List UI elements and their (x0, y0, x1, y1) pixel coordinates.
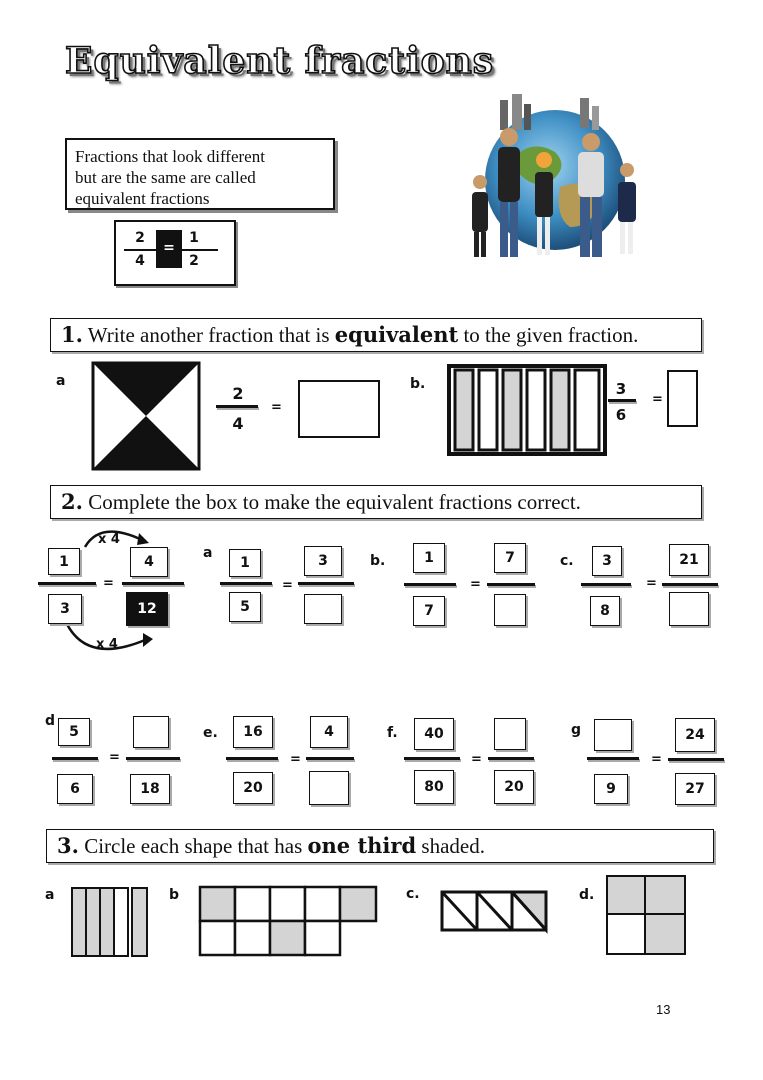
multiplier-label: x 4 (96, 637, 118, 652)
numerator-box: 16 (233, 716, 273, 748)
item-label: b. (410, 376, 426, 392)
denominator-box: 27 (675, 773, 715, 805)
denominator-box: 20 (494, 770, 534, 804)
numerator-box: 1 (413, 543, 445, 573)
equals-sign: = (271, 400, 282, 415)
section-1-instruction (50, 318, 702, 352)
example-numerator-left: 2 (135, 230, 145, 246)
numerator-box: 40 (414, 718, 454, 750)
fraction-bar (220, 582, 272, 585)
fraction-bar (124, 249, 156, 251)
shape-b-grid[interactable] (198, 885, 380, 957)
item-label: a (56, 373, 66, 389)
equals-sign: = (652, 392, 663, 407)
fraction-bar (182, 249, 218, 251)
definition-line: Fractions that look different (75, 147, 265, 166)
item-label: a (45, 887, 55, 903)
fraction-bar (226, 757, 278, 760)
fraction-denominator: 4 (232, 414, 244, 433)
fraction-denominator: 6 (615, 406, 627, 424)
denominator-box: 5 (229, 592, 261, 622)
answer-box[interactable] (304, 594, 342, 624)
section-2-instruction (50, 485, 702, 519)
numerator-box: 24 (675, 718, 715, 752)
denominator-box: 18 (130, 774, 170, 804)
answer-box[interactable] (667, 370, 698, 427)
fraction-bar (581, 583, 631, 586)
shape-a-vertical-strips[interactable] (70, 886, 150, 958)
denominator-box: 8 (590, 596, 620, 626)
item-label: b. (370, 553, 386, 569)
definition-line: equivalent fractions (75, 189, 210, 208)
section-3-instruction (46, 829, 714, 863)
item-label: c. (560, 553, 574, 569)
definition-box (65, 138, 335, 210)
fraction-numerator: 2 (232, 384, 244, 403)
fraction-bar (404, 757, 460, 760)
example-fraction-box (114, 220, 236, 286)
answer-box[interactable] (309, 771, 349, 805)
emphasis-text: one third (307, 833, 417, 858)
item-label: a (203, 545, 213, 561)
equals-sign: = (103, 576, 114, 591)
instruction-text: Complete the box to make the equivalent fractions correct. (82, 490, 581, 514)
fraction-bar (587, 757, 639, 760)
fraction-bar (216, 405, 258, 408)
fraction-bar (306, 757, 354, 760)
section-number: 1. (61, 322, 83, 347)
equals-sign: = (156, 230, 182, 268)
fraction-bar (122, 582, 184, 585)
page-title: Equivalent fractions (65, 40, 495, 82)
item-label: f. (387, 725, 398, 741)
shape-c-triangles[interactable] (440, 890, 550, 934)
numerator-box: 1 (48, 548, 80, 575)
fraction-bar (487, 583, 535, 586)
answer-box[interactable] (298, 380, 380, 438)
fraction-bar (488, 757, 534, 760)
fraction-bar (38, 582, 96, 585)
denominator-box: 6 (57, 774, 93, 804)
instruction-text: Write another fraction that is (82, 323, 335, 347)
fraction-bar (608, 399, 636, 402)
numerator-box: 3 (592, 546, 622, 576)
hourglass-square-shape (91, 361, 201, 471)
answer-box[interactable] (133, 716, 169, 748)
item-label: c. (406, 886, 420, 902)
denominator-box: 9 (594, 774, 628, 804)
page-number: 13 (656, 1002, 671, 1017)
instruction-text: to the given fraction. (458, 323, 639, 347)
fraction-bar (126, 757, 180, 760)
denominator-box: 20 (233, 772, 273, 804)
numerator-box: 5 (58, 718, 90, 746)
instruction-text: Circle each shape that has (78, 834, 308, 858)
shape-d-quarters[interactable] (605, 874, 687, 956)
fraction-bar (662, 583, 718, 586)
numerator-box: 3 (304, 546, 342, 576)
example-numerator-right: 1 (189, 230, 199, 246)
section-number: 3. (57, 833, 79, 858)
equals-sign: = (290, 752, 301, 767)
numerator-box: 7 (494, 543, 526, 573)
answer-box[interactable] (669, 592, 709, 626)
emphasis-text: equivalent (334, 322, 459, 347)
answer-box[interactable] (494, 718, 526, 750)
multiplier-label: x 4 (98, 532, 120, 547)
definition-line: but are the same are called (75, 168, 256, 187)
example-denominator-left: 4 (135, 253, 145, 269)
numerator-box: 4 (130, 547, 168, 577)
equals-sign: = (646, 576, 657, 591)
item-label: d (45, 713, 56, 729)
equals-sign: = (282, 578, 293, 593)
equals-sign: = (651, 752, 662, 767)
denominator-box: 80 (414, 770, 454, 804)
globe-children-illustration (460, 92, 650, 267)
item-label: d. (579, 887, 595, 903)
striped-bar-shape (447, 364, 607, 456)
fraction-bar (404, 583, 456, 586)
answer-box[interactable] (594, 719, 632, 751)
section-number: 2. (61, 489, 83, 514)
instruction-text: shaded. (416, 834, 485, 858)
denominator-box: 3 (48, 594, 82, 624)
item-label: g (571, 722, 582, 738)
item-label: b (169, 887, 180, 903)
equals-sign: = (470, 577, 481, 592)
numerator-box: 4 (310, 716, 348, 748)
example-denominator-right: 2 (189, 253, 199, 269)
answer-box[interactable] (494, 594, 526, 626)
fraction-bar (668, 758, 724, 761)
numerator-box: 1 (229, 549, 261, 577)
fraction-bar (298, 582, 354, 585)
fraction-bar (52, 757, 98, 760)
equals-sign: = (109, 750, 120, 765)
answer-box-filled: 12 (126, 592, 168, 626)
item-label: e. (203, 725, 218, 741)
numerator-box: 21 (669, 544, 709, 576)
equals-sign: = (471, 752, 482, 767)
denominator-box: 7 (413, 596, 445, 626)
fraction-numerator: 3 (615, 380, 627, 398)
